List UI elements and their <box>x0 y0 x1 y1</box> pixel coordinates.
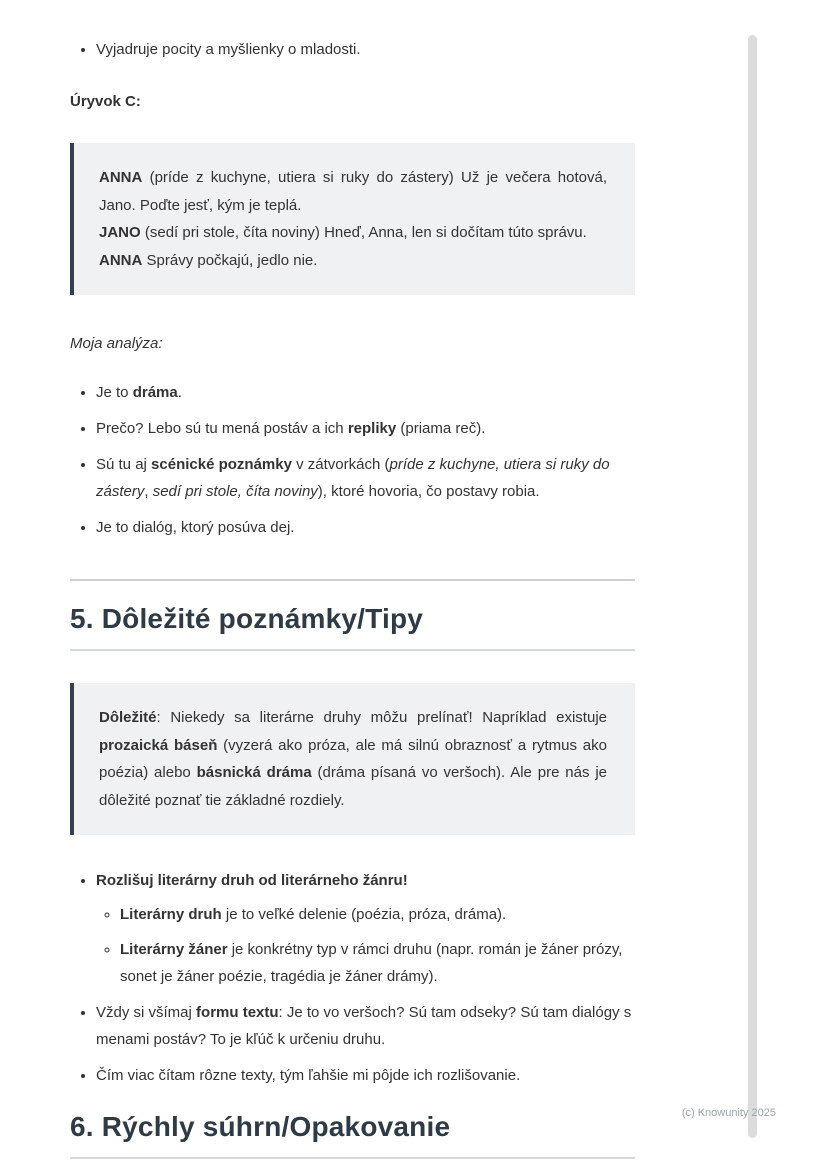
section-6-heading: 6. Rýchly súhrn/Opakovanie <box>70 1111 635 1159</box>
tip-text: Rozlišuj literárny druh od literárneho žánru! <box>96 872 408 889</box>
list-item: • Je to dialóg, ktorý posúva dej. <box>96 514 635 541</box>
excerpt-quote-block <box>70 143 635 295</box>
list-item: • Je to dráma. <box>96 379 635 406</box>
section-divider <box>70 579 635 581</box>
sub-list-item: ◦ Literárny druh je to veľké delenie (poézia, próza, dráma). <box>120 901 635 928</box>
list-item: • Sú tu aj scénické poznámky v zátvorkách (príde z kuchyne, utiera si ruky do zástery, sedí pri stole, číta noviny), ktoré hovoria, čo postavy robia. <box>96 451 635 505</box>
analysis-list <box>70 379 635 541</box>
analysis-label: Moja analýza: <box>70 335 163 352</box>
list-item: • Prečo? Lebo sú tu mená postáv a ich repliky (priama reč). <box>96 415 635 442</box>
quote-line-jano: JANO (sedí pri stole, číta noviny) Hneď, Anna, len si dočítam túto správu. <box>99 224 587 241</box>
sub-list-item: ◦ Literárny žáner je konkrétny typ v rámci druhu (napr. román je žáner prózy, sonet je žáner poézie, tragédia je žáner drámy). <box>120 936 635 990</box>
intro-list <box>70 36 635 63</box>
tips-sublist <box>96 901 635 990</box>
quote-line-anna-1: ANNA (príde z kuchyne, utiera si ruky do zástery) Už je večera hotová, Jano. Poďte jesť, kým je teplá. <box>99 169 607 214</box>
excerpt-heading: Úryvok C: <box>70 93 141 110</box>
list-item <box>96 867 635 990</box>
section-5-heading: 5. Dôležité poznámky/Tipy <box>70 603 635 651</box>
important-note-block <box>70 683 635 835</box>
important-note-text: Dôležité: Niekedy sa literárne druhy môžu prelínať! Napríklad existuje prozaická báseň (vyzerá ako próza, ale má silnú obraznosť a rytmus ako poézia) alebo básnická dráma (dráma písaná vo veršoch). Ale pre nás je dôležité poznať tie základné rozdiely. <box>99 709 607 809</box>
list-item: • Vyjadruje pocity a myšlienky o mladosti. <box>96 36 635 63</box>
scrollbar-thumb[interactable] <box>748 35 757 1138</box>
quote-line-anna-2: ANNA Správy počkajú, jedlo nie. <box>99 251 318 269</box>
list-item: • Čím viac čítam rôzne texty, tým ľahšie mi pôjde ich rozlišovanie. <box>96 1062 635 1089</box>
tips-list <box>70 867 635 1089</box>
copyright-note: (c) Knowunity 2025 <box>681 1107 776 1119</box>
list-item: • Vždy si všímaj formu textu: Je to vo veršoch? Sú tam odseky? Sú tam dialógy s menami postáv? To je kľúč k určeniu druhu. <box>96 999 635 1053</box>
